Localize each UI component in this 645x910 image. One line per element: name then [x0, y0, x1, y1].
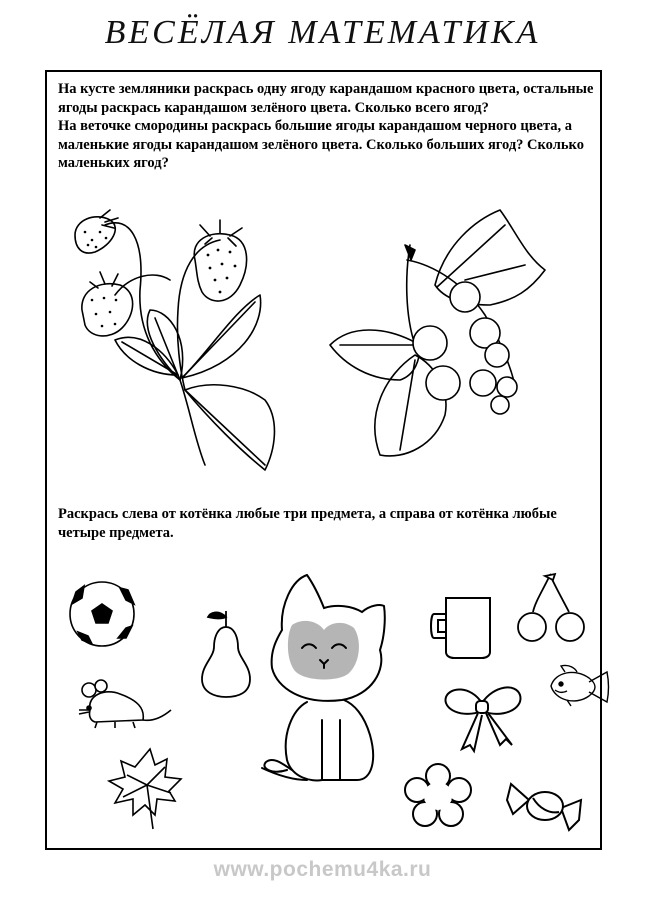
- strawberry-leaf: [182, 295, 261, 378]
- kitten-picture: [262, 570, 392, 795]
- task1-text: [58, 80, 598, 173]
- currant-leaf: [330, 330, 420, 380]
- strawberry-stem: [180, 380, 205, 465]
- task2-text: Раскрась слева от котёнка любые три предмета, а справа от котёнка любые четыре предмета.: [58, 506, 557, 541]
- soccer-ball-picture: [68, 580, 136, 648]
- currant-bud: [405, 245, 415, 260]
- strawberry-berry: [82, 272, 133, 336]
- task1-paragraph2: На веточке смородины раскрась большие ягоды карандашом черного цвета, а маленькие ягоды карандашом зелёного цвета. Сколько больших ягод? Сколько маленьких ягод?: [58, 118, 584, 171]
- strawberry-leaf: [115, 337, 178, 375]
- flower-picture: [403, 762, 473, 827]
- strawberry-leaf: [185, 385, 274, 470]
- bow-picture: [440, 675, 525, 755]
- fish-picture: [545, 660, 615, 710]
- strawberry-stem: [115, 275, 170, 295]
- page-title: ВЕСЁЛАЯ МАТЕМАТИКА: [104, 14, 541, 51]
- cherries-picture: [515, 572, 590, 644]
- strawberry-stem: [105, 223, 180, 380]
- mouse-picture: [75, 680, 175, 735]
- mug-picture: [428, 592, 496, 660]
- currant-branch-picture: [325, 205, 570, 480]
- site-footer[interactable]: www.pochemu4ka.ru: [213, 858, 432, 881]
- task1-paragraph1: На кусте земляники раскрась одну ягоду карандашом красного цвета, остальные ягоды раскрась карандашом зелёного цвета. Сколько всего ягод?: [58, 81, 594, 116]
- strawberry-bush-picture: [60, 200, 300, 480]
- strawberry-berry: [194, 220, 246, 301]
- maple-leaf-picture: [105, 745, 185, 830]
- candy-picture: [505, 778, 585, 833]
- pear-picture: [196, 605, 256, 700]
